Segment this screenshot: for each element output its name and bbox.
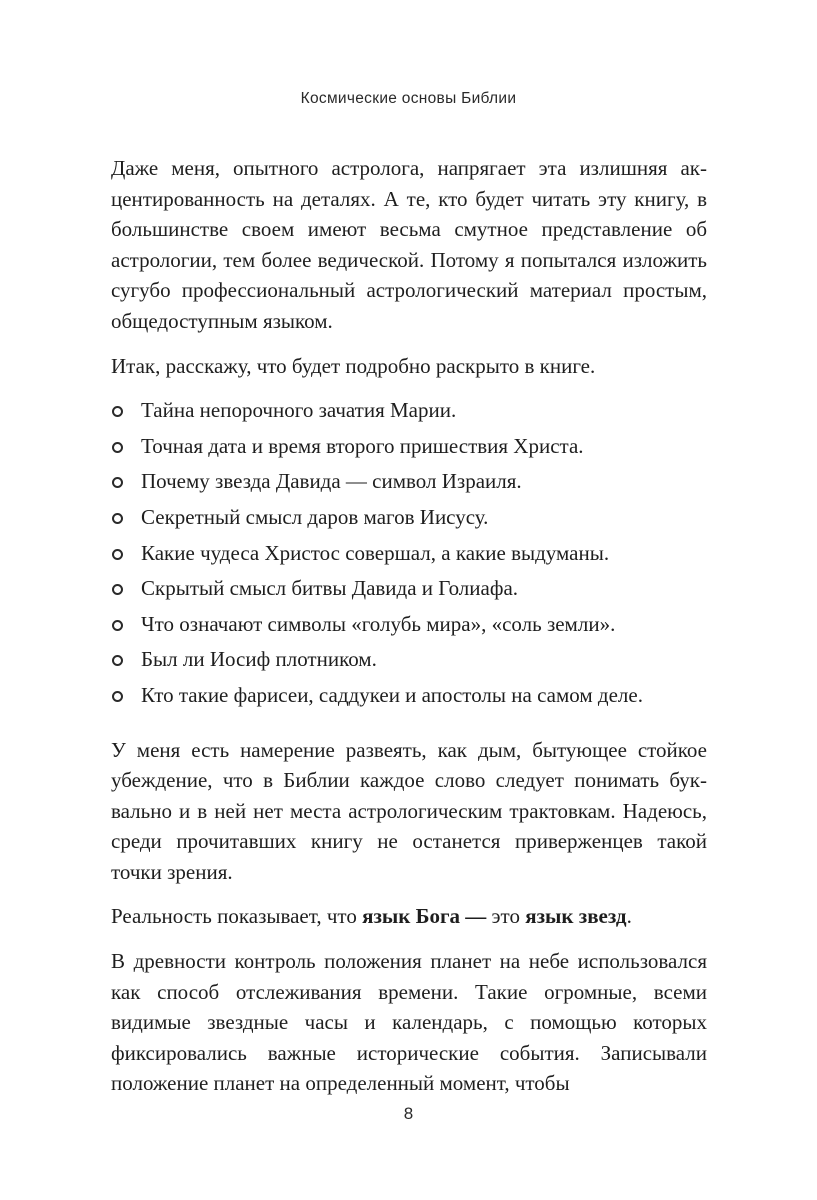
list-item [111,680,707,716]
statement-emphasis-2: язык звезд [525,904,627,929]
statement-emphasis-1: язык Бога — [362,904,487,929]
circle-bullet-icon [112,442,123,453]
page-number: 8 [403,1104,414,1123]
list-item-text: Был ли Иосиф плотником. [141,647,377,672]
list-item [111,502,707,538]
topics-list [111,395,707,715]
list-item-text: Тайна непорочного зачатия Марии. [141,398,457,423]
list-item [111,466,707,502]
list-item-text: Что означают символы «голубь мира», «соль земли». [141,611,616,636]
circle-bullet-icon [112,620,123,631]
key-statement [111,901,707,932]
circle-bullet-icon [112,584,123,595]
circle-bullet-icon [112,477,123,488]
list-item-text: Почему звезда Давида — символ Израиля. [141,469,522,494]
circle-bullet-icon [112,406,123,417]
paragraph-3: В древности контроль положения планет на небе использовался как способ отслеживания времени. Такие огромные, всеми видимые звездные часы и календарь, с помощью которых фиксировались важные исторические события. Записывали положение планет на определенный момент, чтобы [111,949,707,1096]
statement-suffix: . [626,904,632,929]
list-item [111,538,707,574]
list-item [111,573,707,609]
list-item-text: Кто такие фарисеи, саддукеи и апостолы на самом деле. [141,682,643,707]
circle-bullet-icon [112,691,123,702]
list-item [111,431,707,467]
list-item-text: Точная дата и время второго пришествия Христа. [141,433,584,458]
list-item-text: Скрытый смысл битвы Давида и Голиафа. [141,576,519,601]
circle-bullet-icon [112,549,123,560]
circle-bullet-icon [112,655,123,666]
statement-middle: это [486,904,526,929]
list-item-text: Секретный смысл даров магов Иисусу. [141,504,489,529]
statement-prefix: Реальность показывает, что [111,904,363,929]
intro-line: Итак, расскажу, что будет подробно раскрыто в книге. [111,353,596,378]
running-header: Космические основы Библии [300,90,517,107]
circle-bullet-icon [112,513,123,524]
paragraph-1: Даже меня, опытного астролога, напрягает эта излишняя акцентированность на деталях. А те, кто будет читать эту книгу, в большинстве своем имеют весьма смутное представление об астрологии, тем более ведической. Потому я попытался изложить сугубо профессиональный астрологический материал простым, общедоступным языком. [111,156,707,333]
list-item [111,644,707,680]
list-item-text: Какие чудеса Христос совершал, а какие выдуманы. [141,540,610,565]
paragraph-2: У меня есть намерение развеять, как дым, бытующее стойкое убеждение, что в Библии каждое слово следует понимать буквально и в ней нет места астрологическим трактовкам. Надеюсь, среди прочитавших книгу не останется приверженцев такой точки зрения. [111,737,707,884]
list-item [111,609,707,645]
list-item [111,395,707,431]
body-text [111,153,707,1113]
